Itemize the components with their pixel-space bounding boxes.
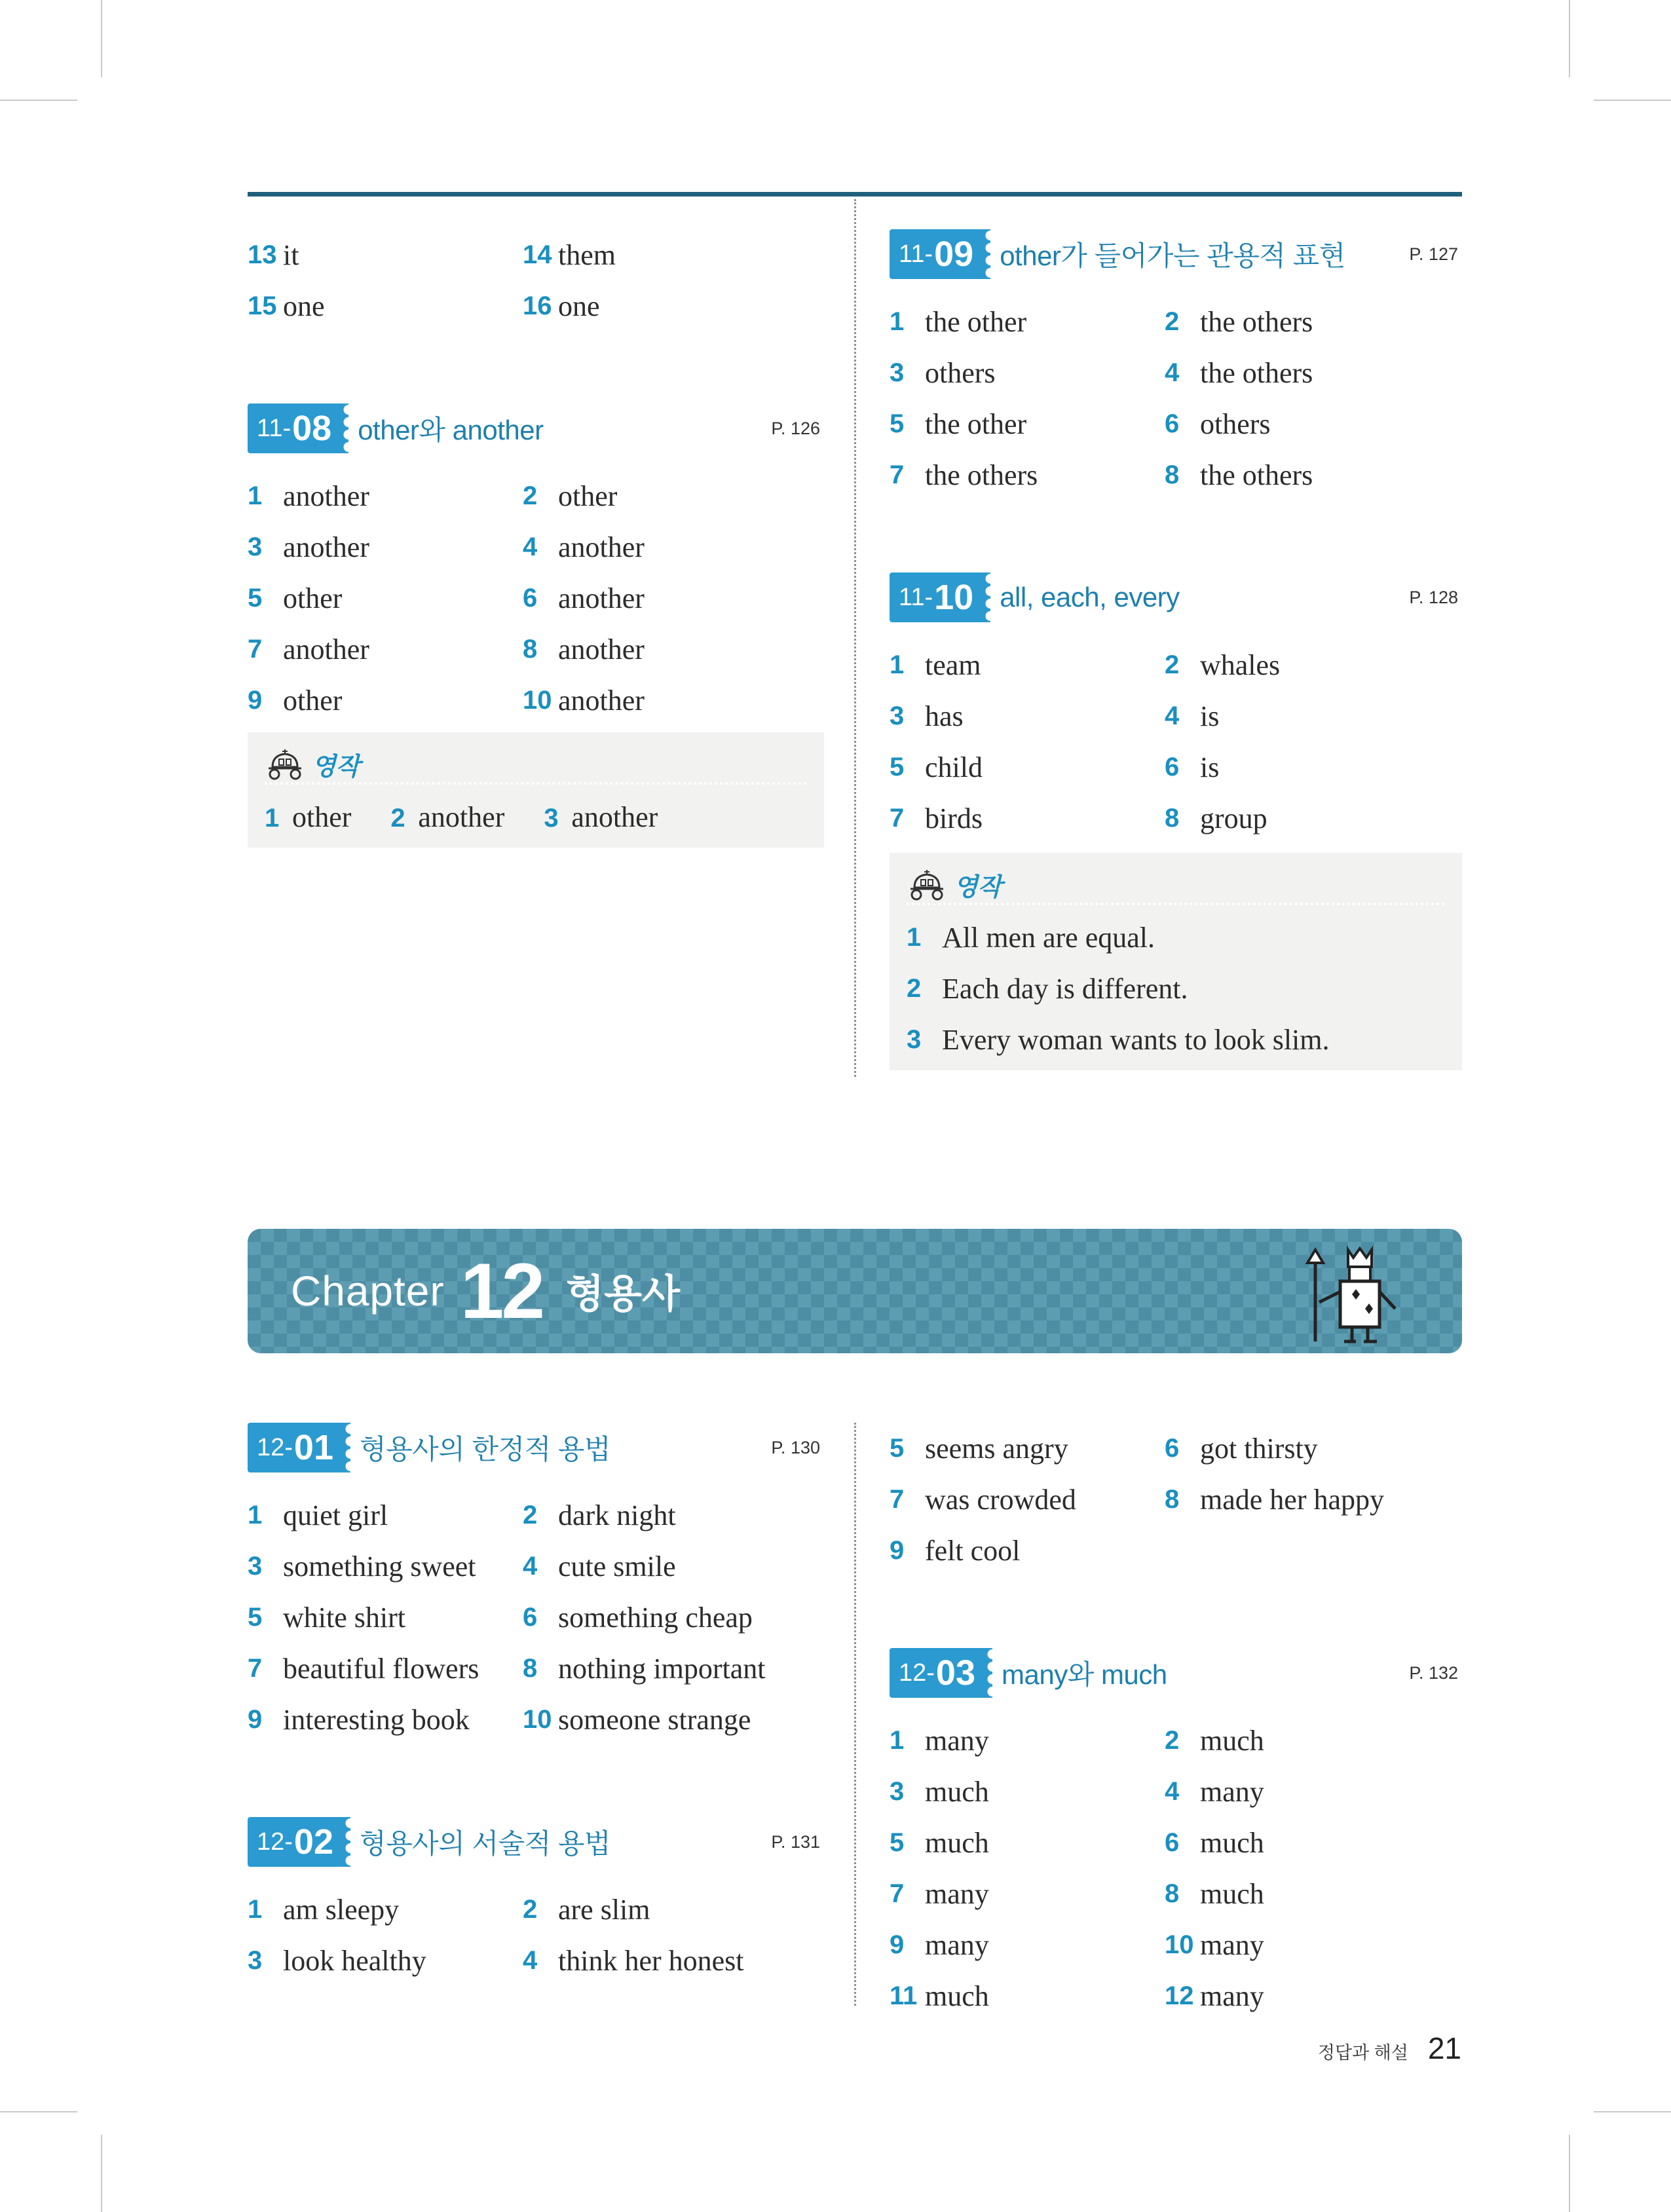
answer-item: 14 them (523, 238, 616, 271)
crop-mark (0, 100, 77, 101)
crop-mark (1594, 100, 1671, 101)
answer-item: 9 interesting book (248, 1703, 470, 1736)
answer-item: 2 are slim (523, 1893, 650, 1926)
answer-grid-continued (890, 1423, 1462, 1576)
answer-item: 4 many (1165, 1775, 1264, 1808)
answer-item: 4 cute smile (523, 1550, 676, 1583)
answer-item: 3 another (248, 531, 369, 563)
answer-item: 1 am sleepy (248, 1893, 400, 1926)
section-header (890, 224, 1462, 284)
answer-item: 6 got thirsty (1165, 1432, 1318, 1465)
answer-item: 9 felt cool (890, 1534, 1021, 1567)
section-badge: 12- 03 (890, 1648, 985, 1698)
chapter-label: Chapter (291, 1267, 445, 1315)
answer-item: 9 other (248, 684, 343, 717)
answer-item: 5 the other (890, 407, 1027, 440)
answer-grid (248, 1884, 824, 1986)
section-11-09 (890, 224, 1462, 500)
section-11-10 (890, 567, 1462, 1070)
answer-item: 3 others (890, 356, 996, 389)
page-number: 21 (1427, 2031, 1461, 2065)
answer-item: 4 think her honest (523, 1944, 744, 1977)
composition-answers (265, 791, 807, 842)
answer-grid (248, 1490, 824, 1745)
section-badge: 12- 02 (248, 1817, 343, 1867)
section-title: other가 들어가는 관용적 표현 (1000, 240, 1345, 271)
answer-item: 2 the others (1165, 305, 1313, 338)
composition-header (265, 745, 807, 785)
answer-item: 5 seems angry (890, 1432, 1068, 1465)
crop-mark (1569, 2135, 1570, 2212)
composition-item: 2 another (390, 800, 505, 833)
section-header (248, 1812, 824, 1872)
page-reference: P. 126 (771, 418, 820, 438)
answer-item: 2 dark night (523, 1499, 676, 1531)
section-title: 형용사의 한정적 용법 (360, 1434, 610, 1465)
answer-item: 5 much (890, 1826, 989, 1859)
composition-item: 2 Each day is different. (907, 972, 1188, 1005)
footer-label: 정답과 해설 (1317, 2043, 1408, 2063)
top-rule (248, 192, 1462, 197)
answer-grid (890, 296, 1462, 500)
crop-mark (1569, 0, 1570, 77)
page-footer (1318, 2031, 1461, 2066)
answer-item: 6 others (1165, 407, 1271, 440)
answer-grid (248, 470, 824, 726)
chapter-banner (248, 1229, 1462, 1353)
answer-item: 3 look healthy (248, 1944, 426, 1977)
answer-item: 7 birds (890, 802, 983, 834)
section-badge: 11- 10 (890, 572, 983, 622)
section-11-08 (248, 398, 824, 848)
page-reference: P. 130 (771, 1437, 820, 1457)
answer-item: 13 it (248, 238, 299, 271)
answer-item: 3 much (890, 1775, 989, 1808)
section-header (248, 1417, 824, 1478)
answer-item: 8 nothing important (523, 1652, 766, 1685)
section-badge: 11- 08 (248, 403, 341, 453)
answer-item: 9 many (890, 1928, 989, 1961)
section-header (890, 1643, 1462, 1703)
page-reference: P. 131 (771, 1831, 820, 1852)
answer-item: 3 has (890, 700, 964, 732)
column-divider (854, 1423, 856, 2006)
section-12-02 (248, 1812, 824, 1986)
chapter-number: 12 (460, 1247, 543, 1335)
answer-item: 15 one (248, 290, 325, 322)
chapter-title: 형용사 (566, 1272, 681, 1316)
answer-item: 8 much (1165, 1877, 1264, 1910)
answer-item: 4 another (523, 531, 645, 563)
answer-item: 7 another (248, 633, 369, 665)
answer-item: 2 other (523, 479, 618, 512)
left-top-column (248, 229, 824, 848)
composition-box (890, 853, 1462, 1070)
composition-header (907, 866, 1445, 905)
right-bottom-column (890, 1423, 1462, 2021)
answer-item: 2 whales (1165, 648, 1281, 681)
composition-item: 1 other (265, 800, 352, 833)
answer-item: 4 the others (1165, 356, 1313, 389)
section-badge: 12- 01 (248, 1423, 343, 1472)
answer-item: 1 another (248, 479, 369, 512)
answer-item: 1 quiet girl (248, 1499, 388, 1531)
chapter-heading (291, 1229, 680, 1353)
composition-label: 영작 (312, 753, 360, 781)
page-reference: P. 127 (1409, 244, 1458, 264)
answer-item: 5 white shirt (248, 1601, 405, 1634)
answer-grid (890, 639, 1462, 844)
answer-item: 11 much (890, 1979, 989, 2012)
answer-item: 3 something sweet (248, 1550, 476, 1583)
answer-item: 4 is (1165, 700, 1220, 732)
answer-item: 1 many (890, 1724, 989, 1757)
answer-item: 10 someone strange (523, 1703, 751, 1736)
answer-grid (248, 229, 824, 331)
answer-item: 8 made her happy (1165, 1483, 1384, 1516)
answer-item: 7 many (890, 1877, 989, 1910)
section-title: all, each, every (1000, 582, 1180, 612)
composition-box (248, 732, 824, 848)
answer-item: 7 beautiful flowers (248, 1652, 479, 1685)
carriage-icon (265, 747, 305, 780)
answer-item: 2 much (1165, 1724, 1264, 1757)
answer-item: 10 many (1165, 1928, 1264, 1961)
section-title: many와 much (1002, 1659, 1167, 1690)
answer-item: 6 is (1165, 751, 1220, 783)
section-badge: 11- 09 (890, 229, 983, 279)
answer-item: 10 another (523, 684, 645, 717)
composition-item: 3 another (544, 800, 658, 833)
page-reference: P. 128 (1409, 587, 1458, 607)
answer-item: 16 one (523, 290, 600, 322)
answer-item: 1 the other (890, 305, 1027, 338)
card-soldier-icon (1304, 1243, 1415, 1348)
section-title: 형용사의 서술적 용법 (360, 1828, 610, 1859)
answer-item: 7 the others (890, 459, 1038, 491)
composition-item: 3 Every woman wants to look slim. (907, 1023, 1330, 1056)
crop-mark (101, 2135, 102, 2212)
column-divider (854, 199, 856, 1077)
answer-item: 6 another (523, 582, 645, 614)
section-12-01 (248, 1417, 824, 1745)
composition-label: 영작 (954, 873, 1002, 901)
carriage-icon (907, 868, 947, 901)
answer-item: 6 something cheap (523, 1601, 753, 1634)
answer-item: 5 other (248, 582, 343, 614)
answer-item: 8 another (523, 633, 645, 665)
answer-item: 7 was crowded (890, 1483, 1076, 1516)
section-header (890, 567, 1462, 628)
left-bottom-column (248, 1417, 824, 1986)
answer-item: 12 many (1165, 1979, 1264, 2012)
answer-grid (890, 1715, 1462, 2021)
answer-item: 6 much (1165, 1826, 1264, 1859)
page-reference: P. 132 (1409, 1662, 1458, 1683)
answer-item: 5 child (890, 751, 983, 783)
right-top-column (890, 224, 1462, 1070)
section-12-03 (890, 1643, 1462, 2021)
answer-item: 1 team (890, 648, 981, 681)
answer-item: 8 group (1165, 802, 1267, 834)
section-header (248, 398, 824, 459)
answer-item: 8 the others (1165, 459, 1313, 491)
crop-mark (0, 2111, 77, 2112)
section-title: other와 another (358, 415, 544, 445)
composition-item: 1 All men are equal. (907, 921, 1155, 954)
crop-mark (101, 0, 102, 77)
crop-mark (1594, 2111, 1671, 2112)
